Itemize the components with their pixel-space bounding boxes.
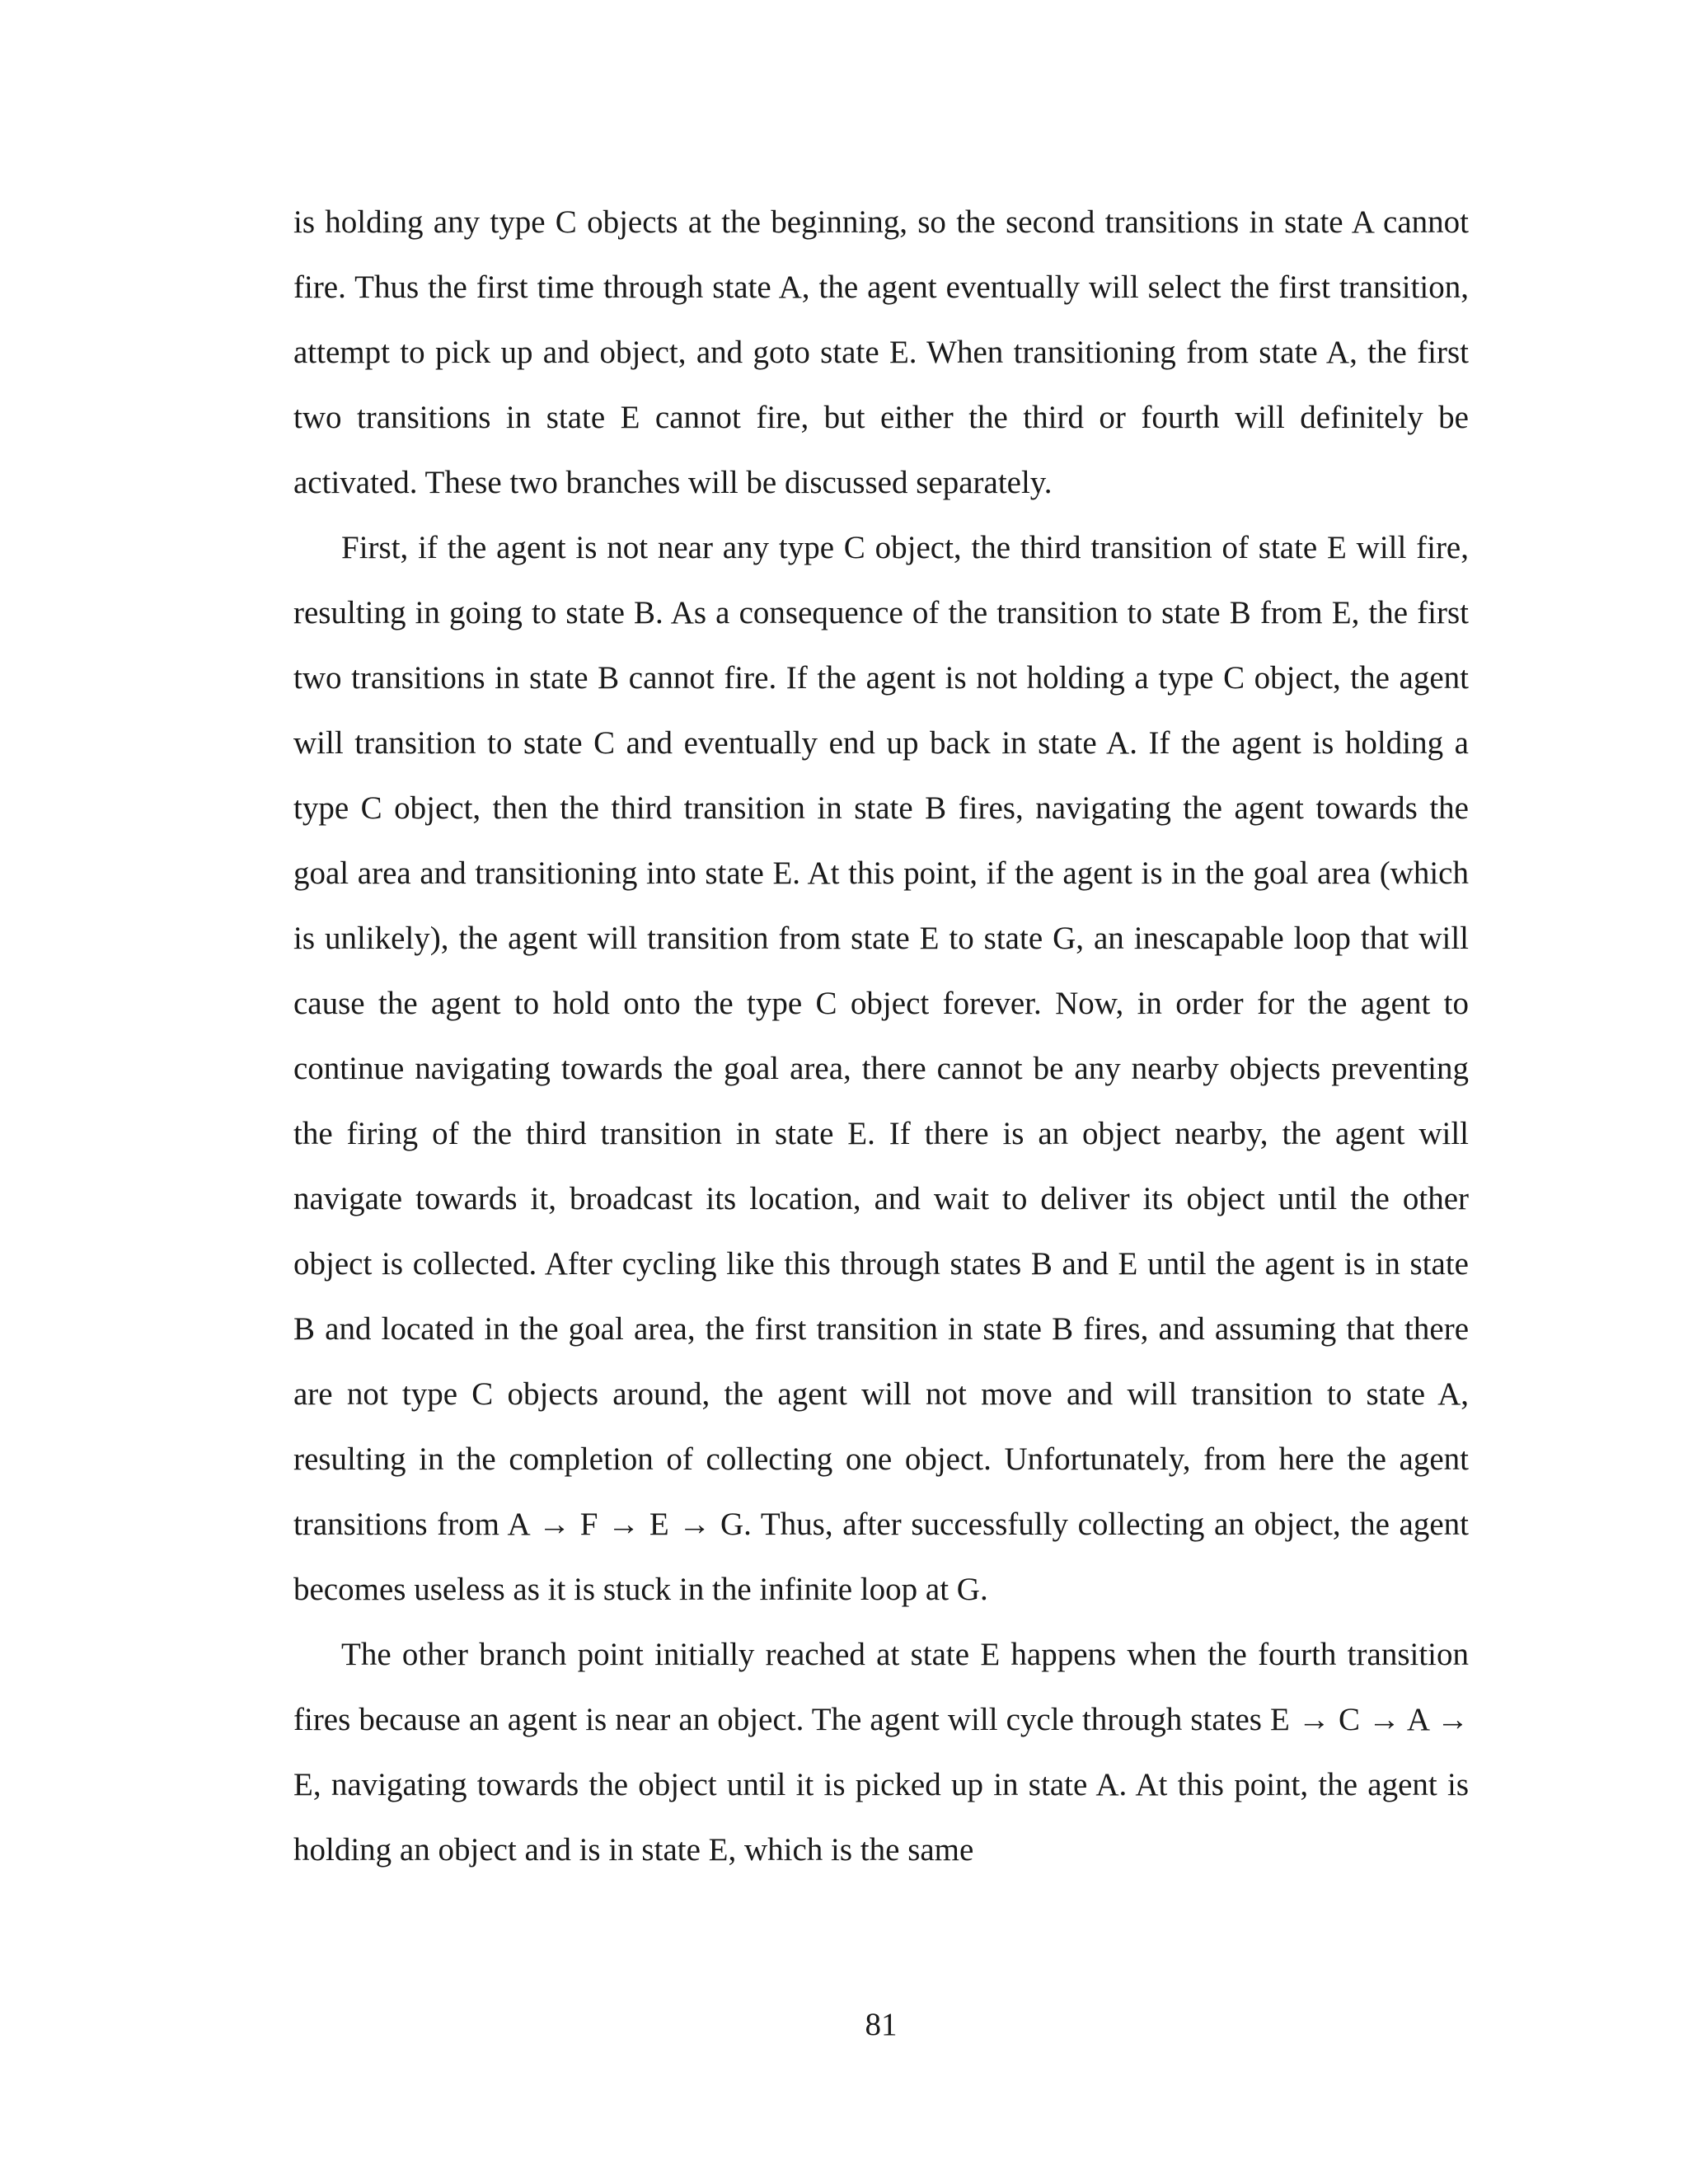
paragraph-2: First, if the agent is not near any type C object, the third transition of state E will fire, resulting in going to state B. As a consequence of the transition to state B from E, the first two transitions in state B cannot fire. If the agent is not holding a type C object, the agent will transition to state C and eventually end up back in state A. If the agent is holding a type C object, then the third transition in state B fires, navigating the agent towards the goal area and transitioning into state E. At this point, if the agent is in the goal area (which is unlikely), the agent will transition from state E to state G, an inescapable loop that will cause the agent to hold onto the type C object forever. Now, in order for the agent to continue navigating towards the goal area, there cannot be any nearby objects preventing the firing of the third transition in state E. If there is an object nearby, the agent will navigate towards it, broadcast its location, and wait to deliver its object until the other object is collected. After cycling like this through states B and E until the agent is in state B and located in the goal area, the first transition in state B fires, and assuming that there are not type C objects around, the agent will not move and will transition to state A, resulting in the completion of collecting one object. Unfortunately, from here the agent transitions from A → F → E → G. Thus, after successfully collecting an object, the agent becomes useless as it is stuck in the infinite loop at G. [293, 530, 1469, 1607]
body-text [293, 190, 1469, 1882]
paragraph-1: is holding any type C objects at the beginning, so the second transitions in state A cannot fire. Thus the first time through state A, the agent eventually will select the first transition, attempt to pick up and object, and goto state E. When transitioning from state A, the first two transitions in state E cannot fire, but either the third or fourth will definitely be activated. These two branches will be discussed separately. [293, 204, 1469, 500]
paragraph-3: The other branch point initially reached at state E happens when the fourth transition fires because an agent is near an object. The agent will cycle through states E → C → A → E, navigating towards the object until it is picked up in state A. At this point, the agent is holding an object and is in state E, which is the same [293, 1637, 1469, 1868]
page-number: 81 [865, 2007, 898, 2042]
